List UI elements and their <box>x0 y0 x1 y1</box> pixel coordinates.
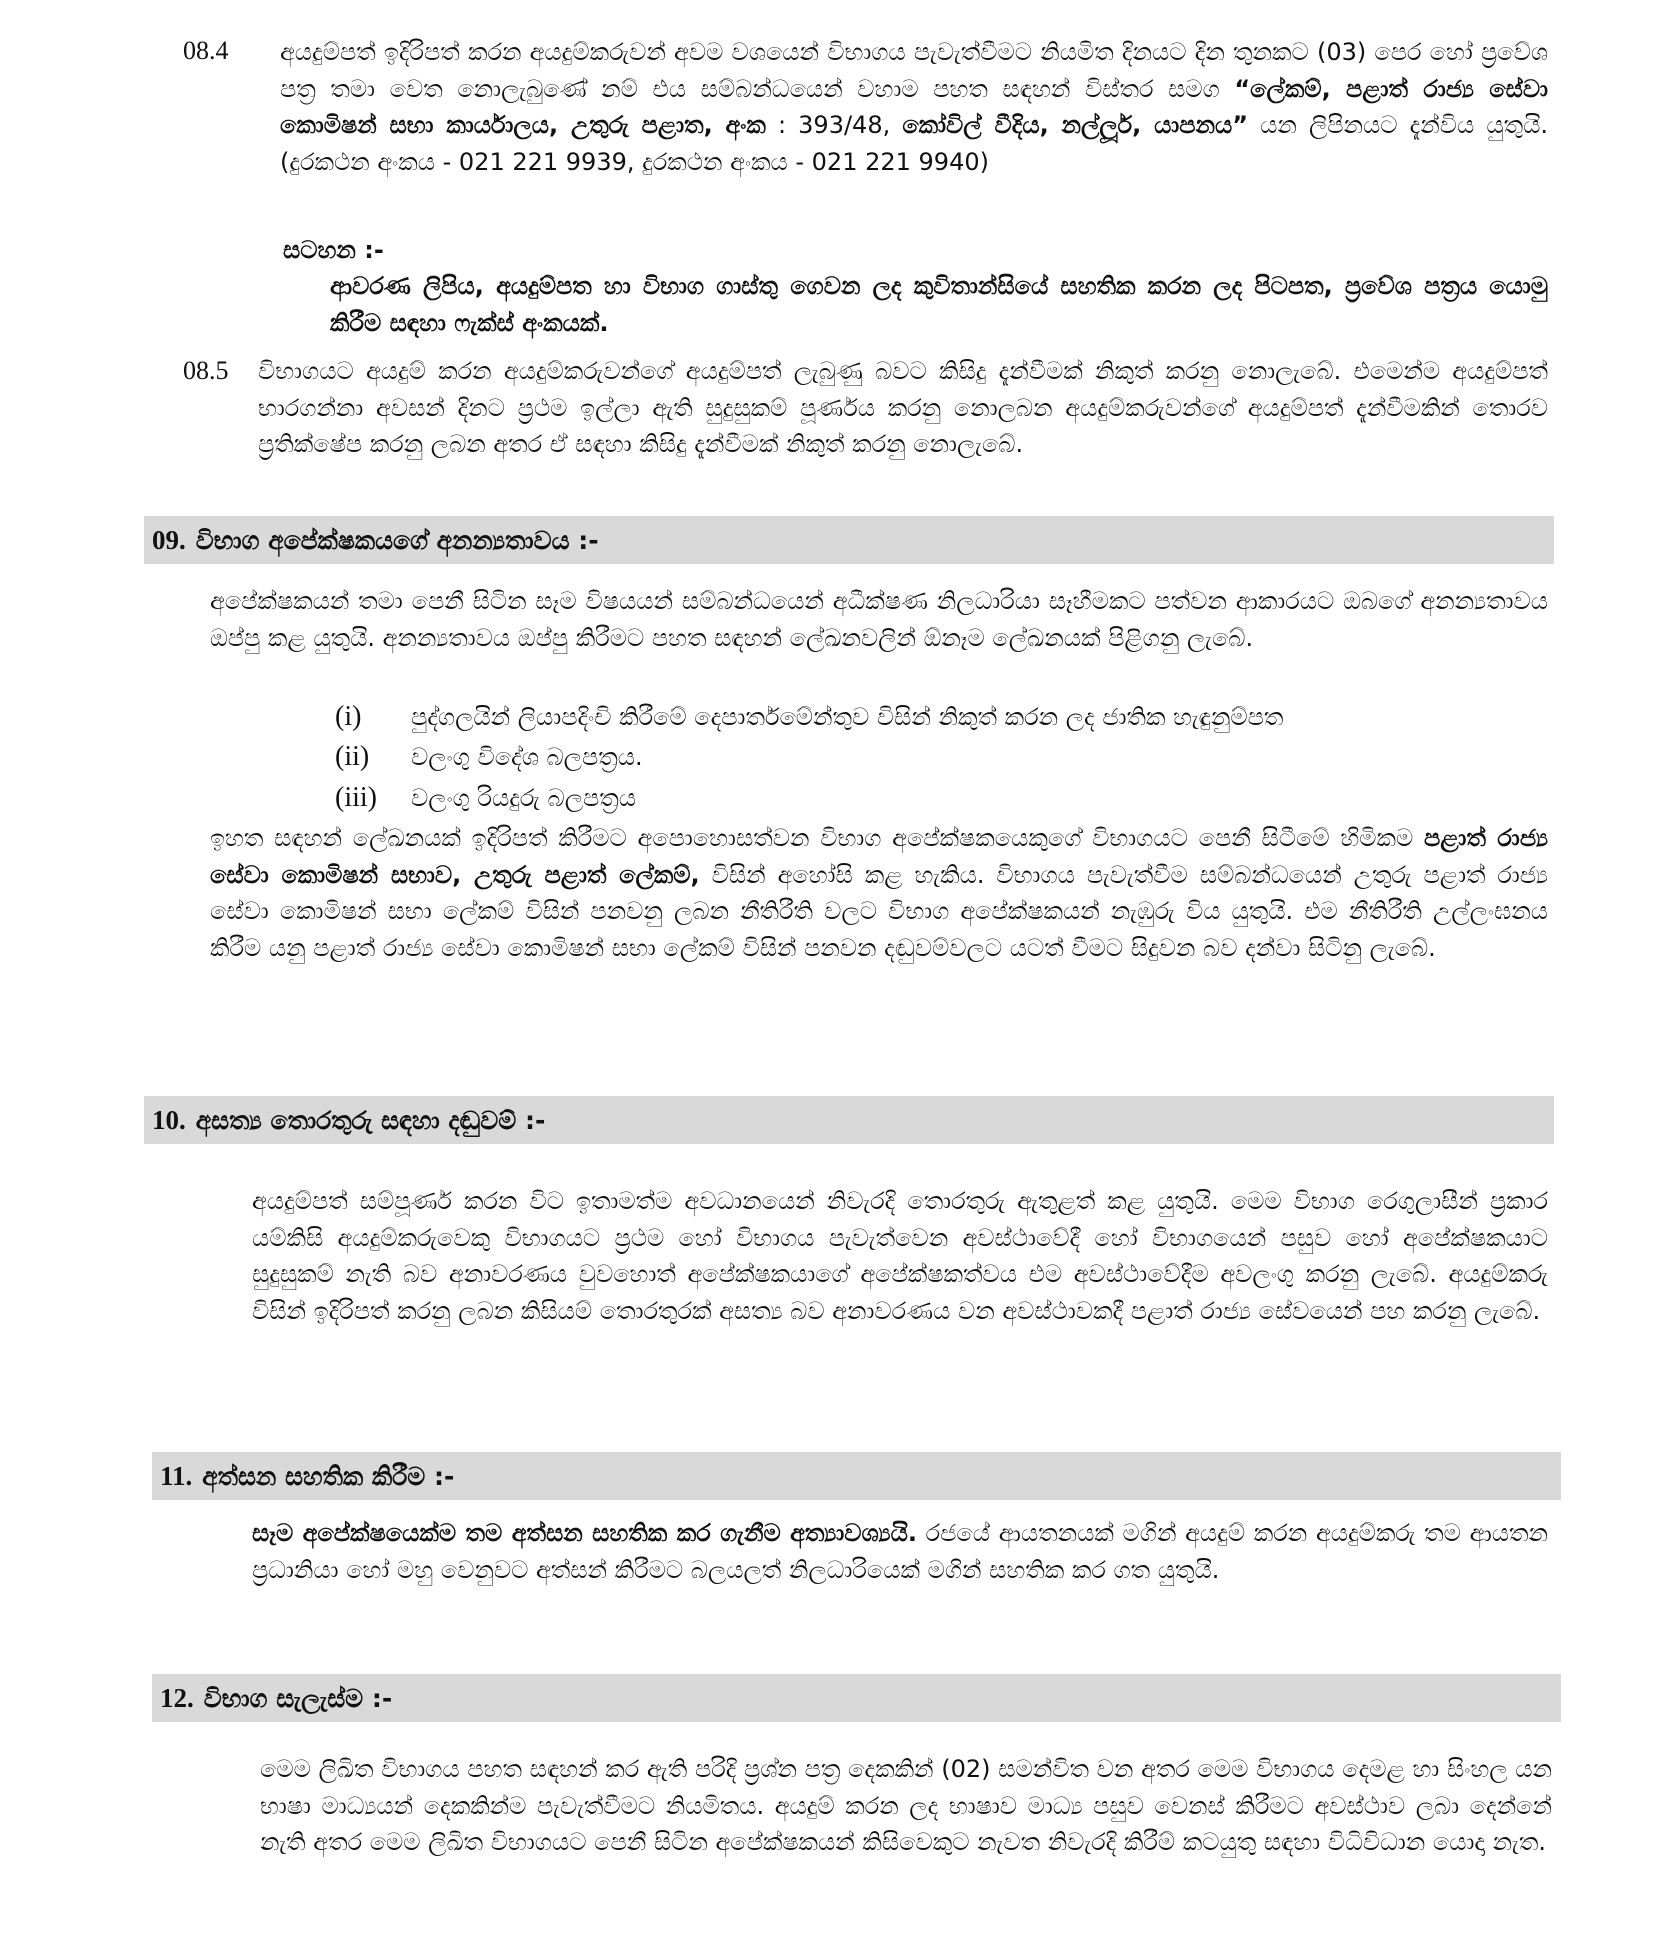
section-09-title: විභාග අපේක්ෂකයගේ අනන්‍යතාවය :- <box>195 526 599 555</box>
item-1-text: පුද්ගලයින් ලියාපදිංචි කිරීමේ දෙපාර්තමේන්තුව විසින් නිකුත් කරන ලද ජාතික හැඳුනුම්පත <box>411 703 1284 731</box>
id-document-item-1 <box>335 701 1283 733</box>
section-09-after-a: ඉහත සඳහන් ලේඛනයක් ඉදිරිපත් කිරීමට අපොහොසත්වන විභාග අපේක්ෂකයෙකුගේ විභාගයට පෙනී සිටීමේ හිමිකම <box>210 824 1424 852</box>
section-08-4-number: 08.4 <box>183 36 229 65</box>
section-11-text-rest: රජයේ ආයතනයක් මගින් අයදුම් කරන අයදුම්කරු තම ආයතන ප්‍රධානියා හෝ මහු වෙනුවට අත්සන් කිරීමට බලයලත් නිලධාරියෙක් මගින් සහතික කර ගත යුතුයි. <box>252 1519 1548 1584</box>
item-3-roman: (iii) <box>335 782 377 813</box>
section-08-5-number: 08.5 <box>183 356 229 385</box>
item-2-roman: (ii) <box>335 741 370 772</box>
section-11-text-bold: සෑම අපේක්ෂයෙක්ම තම අත්සන සහතික කර ගැනීම අත්‍යාවශ්‍යයි. <box>252 1519 917 1547</box>
section-11-text <box>252 1515 1548 1627</box>
id-document-item-2 <box>335 741 643 773</box>
id-document-item-3 <box>335 782 636 814</box>
item-1-roman: (i) <box>335 701 362 732</box>
section-12-number: 12. <box>160 1683 194 1713</box>
section-10-text: අයදුම්පත් සම්පූර්ණ කරන විට ඉතාමත්ම අවධානයෙන් නිවැරදි තොරතුරු ඇතුළත් කළ යුතුයි. මෙම විභාග රෙගුලාසීන් ප්‍රකාර යම්කිසි අයදුම්කරුවෙකු විභාගයට ප්‍රථම හෝ විභාගය පැවැත්වෙන අවස්ථාවේදී හෝ විභාගයෙන් පසුව හෝ අපේක්ෂකයාට සුදුසුකම් නැති බව අනාවරණය වුවහොත් අපේක්ෂකයාගේ අපේක්ෂකත්වය එම අවස්ථාවේදීම අවලංගු කරනු ලැබේ. අයදුම්කරු විසින් ඉදිරිපත් කරනු ලබන කිසියම් තොරතුරක් අසත්‍ය බව අනාවරණය වන අවස්ථාවකදී පළාත් රාජ්‍ය සේවයෙන් පහ කරනු ලැබේ. <box>252 1187 1548 1325</box>
section-10-title: අසත්‍ය තොරතුරු සඳහා දඬුවම් :- <box>195 1106 546 1135</box>
section-10-heading <box>144 1096 1554 1144</box>
section-09-intro: අපේක්ෂකයන් තමා පෙනී සිටින සෑම විෂයයන් සම්බන්ධයෙන් අධීක්ෂණ නිලධාරියා සෑහීමකට පත්වන ආකාරයට ඔබගේ අනන්‍යතාවය ඔප්පු කළ යුතුයි. අනන්‍යතාවය ඔප්පු කිරීමට පහත සඳහන් ලේඛනවලින් ඕනෑම ලේඛනයක් පිළිගනු ලැබේ. <box>210 587 1548 652</box>
section-08-4-text-a: අයදුම්පත් ඉදිරිපත් කරන අයදුම්කරුවන් අවම වශයෙන් විභාගය පැවැත්වීමට නියමිත දිනයට දින තුනකට (03) පෙර හෝ ප්‍රවේශ පත්‍ර තමා වෙත නොලැබුණේ නම් එය සම්බන්ධයෙන් වහාම පහත සඳහන් විස්තර සමග <box>280 38 1548 103</box>
section-11-title: අත්සන සහතික කිරීම :- <box>202 1462 455 1491</box>
section-09-after <box>210 820 1548 1044</box>
section-10-number: 10. <box>152 1105 186 1135</box>
section-08-4-text <box>280 34 1548 220</box>
section-08-4-address-bold-1: “ලේකම්, පළාත් රාජ්‍ය සේවා කොමිෂන් සභා කාර්යාලය, උතුරු පළාත, අංක <box>280 74 1548 139</box>
section-12-title: විභාග සැලැස්ම :- <box>203 1684 393 1713</box>
section-12-text: මෙම ලිඛිත විභාගය පහත සඳහන් කර ඇති පරිදි ප්‍රශ්න පත්‍ර දෙකකින් (02) සමන්විත වන අතර මෙම විභාගය දෙමළ හා සිංහල යන භාෂා මාධ්‍යයන් දෙකකින්ම පැවැත්වීමට නියමිතය. අයදුම් කරන ලද භාෂාව මාධ්‍ය පසුව වෙනස් කිරීමට අවස්ථාව ලබා දෙන්නේ නැති අතර මෙම ලිඛිත විභාගයට පෙනී සිටින අපේක්ෂකයන් කිසිවෙකුට නැවත නිවැරදි කිරීම් කටයුතු සඳහා විධිවිධාන යොදා නැත. <box>260 1755 1552 1856</box>
item-2-text: වලංගු විදේශ බලපත්‍රය. <box>411 743 643 771</box>
item-3-text: වලංගු රියදුරු බලපත්‍රය <box>411 784 637 812</box>
section-11-heading <box>152 1452 1561 1500</box>
section-08-4-address-bold-2: කෝවිල් වීදිය, නල්ලූර්, යාපනය” <box>902 111 1249 139</box>
section-09-heading <box>144 516 1554 564</box>
note-text: ආවරණ ලිපිය, අයදුම්පත හා විභාග ගාස්තු ගෙවන ලද කුවිතාන්සියේ සහතික කරන ලද පිටපත, ප්‍රවේශ පත්‍රය යොමු කිරීම සඳහා ෆැක්ස් අංකයක්. <box>330 272 1548 337</box>
section-09-number: 09. <box>152 525 186 555</box>
section-09-after-bold: පළාත් රාජ්‍ය සේවා කොමිෂන් සභාව, උතුරු පළාත් ලේකම්, <box>210 824 1548 889</box>
section-12-heading <box>152 1674 1561 1722</box>
section-08-4-text-b: : 393/48, <box>765 111 903 139</box>
section-11-number: 11. <box>160 1461 193 1491</box>
section-09-after-b: විසින් අහෝසි කළ හැකිය. විභාගය පැවැත්වීම සම්බන්ධයෙන් උතුරු පළාත් රාජ්‍ය සේවා කොමිෂන් සභා ලේකම් විසින් පනවනු ලබන නීතිරීති වලට විභාග අපේක්ෂකයන් නැඹුරු විය යුතුයි. එම නීතිරීති උල්ලංඝනය කිරීම යනු පළාත් රාජ්‍ය සේවා කොමිෂන් සභා ලේකම් විසින් පනවන දඬුවම්වලට යටත් වීමට සිදුවන බව දන්වා සිටිනු ලැබේ. <box>210 860 1548 962</box>
section-08-5-text: විභාගයට අයදුම් කරන අයදුම්කරුවන්ගේ අයදුම්පත් ලැබුණු බවට කිසිදු දැන්වීමක් නිකුත් කරනු නොලැබේ. එමෙන්ම අයදුම්පත් භාරගන්නා අවසන් දිනට ප්‍රථම ඉල්ලා ඇති සුදුසුකම් පූර්ණය කරනු නොලබන අයදුම්කරුවන්ගේ අයදුම්පත් දැන්වීමකින් තොරව ප්‍රතික්ෂේප කරනු ලබන අතර ඒ සඳහා කිසිදු දැන්වීමක් නිකුත් කරනු නොලැබේ. <box>258 357 1548 458</box>
note-label: සටහන :- <box>283 236 384 264</box>
section-08-4-text-c: යන ලිපිනයට දැන්විය යුතුයි. (දුරකථන අංකය - 021 221 9939, දුරකථන අංකය - 021 221 9940) <box>280 111 1548 176</box>
